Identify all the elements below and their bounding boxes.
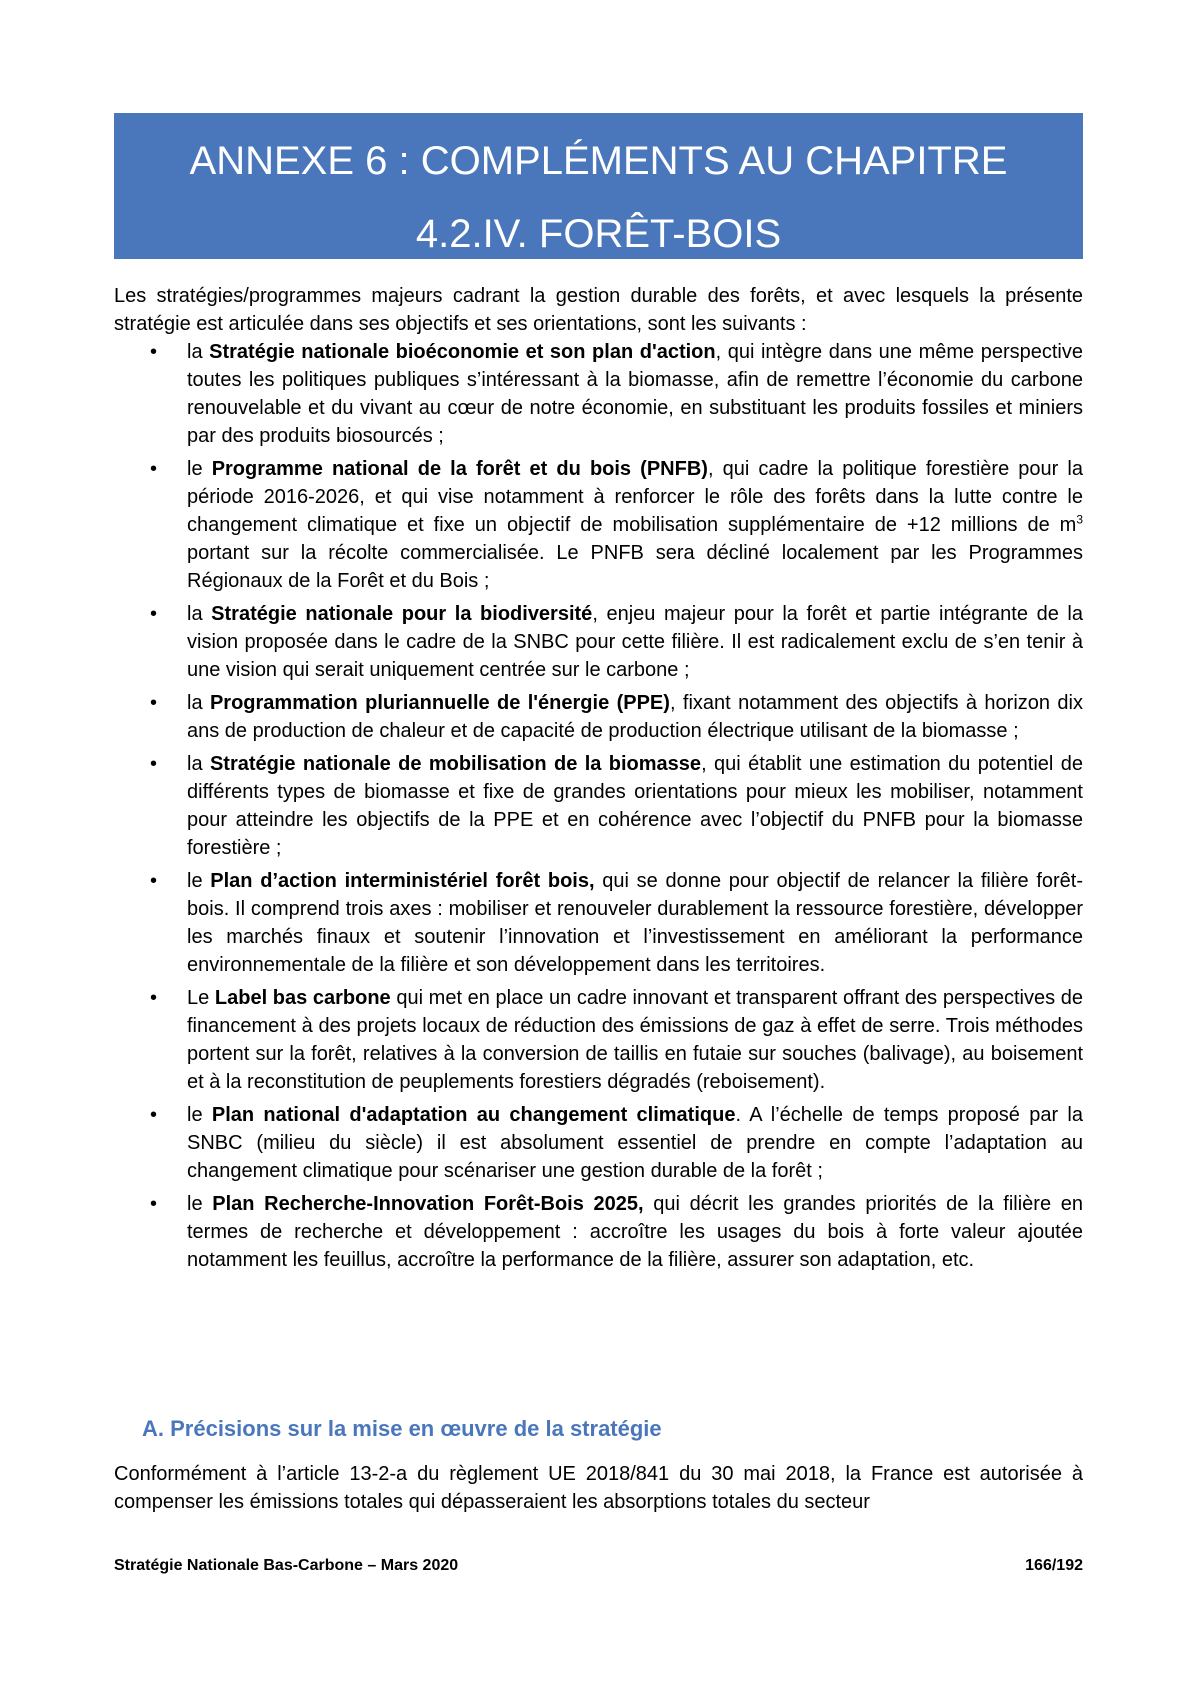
item-title: Plan d’action interministériel forêt bois, [210, 870, 595, 892]
item-title: Stratégie nationale de mobilisation de la biomasse [209, 753, 702, 775]
item-text: qui se donne pour objectif de relancer la filière forêt-bois. Il comprend trois axes : mobiliser et renouveler durablement la ressource forestière, développer les marchés finaux et soutenir l’innovation et l’investissement en améliorant la performance environnementale de la filière et son développement dans les territoires. [187, 870, 1084, 976]
item-text: , enjeu majeur pour la forêt et partie intégrante de la vision proposée dans le cadre de la SNBC pour cette filière. Il est radicalement exclu de s’en tenir à une vision qui serait uniquement centrée sur le carbone ; [187, 603, 1083, 681]
bullet-icon: • [150, 1193, 158, 1215]
item-prefix: Le [187, 987, 215, 1009]
item-prefix: le [187, 458, 212, 480]
bullet-icon: • [150, 1104, 158, 1126]
body-paragraph: Conformément à l’article 13-2-a du règlement UE 2018/841 du 30 mai 2018, la France est autorisée à compenser les émissions totales qui dépasseraient les absorptions totales du secteur [114, 1463, 1083, 1513]
annex-title-banner [114, 113, 1083, 259]
bullet-icon: • [150, 458, 158, 480]
item-text: qui met en place un cadre innovant et transparent offrant des perspectives de financement à des projets locaux de réduction des émissions de gaz à effet de serre. Trois méthodes portent sur la forêt, relatives à la conversion de taillis en futaie sur souches (balivage), au boisement et à la reconstitution de peuplements forestiers dégradés (reboisement). [187, 987, 1083, 1093]
item-prefix: la [187, 603, 212, 625]
footer-page-number: 166/192 [1025, 1557, 1083, 1574]
item-text: . A l’échelle de temps proposé par la SNBC (milieu du siècle) il est absolument essentiel de prendre en compte l’adaptation au changement climatique pour scénariser une gestion durable de la forêt ; [187, 1104, 1083, 1182]
item-title: Programmation pluriannuelle de l'énergie (PPE) [209, 692, 670, 714]
item-title: Stratégie nationale bioéconomie et son plan d'action [209, 341, 716, 363]
item-text-continued: portant sur la récolte commercialisée. Le PNFB sera décliné localement par les Programmes Régionaux de la Forêt et du Bois ; [187, 542, 1083, 592]
list-item [114, 867, 1083, 979]
intro-paragraph: Les stratégies/programmes majeurs cadrant la gestion durable des forêts, et avec lesquels la présente stratégie est articulée dans ses objectifs et ses orientations, sont les suivants : [114, 285, 1083, 335]
item-prefix: le [187, 870, 211, 892]
bullet-icon: • [150, 987, 158, 1009]
list-item [114, 600, 1083, 684]
item-title: Programme national de la forêt et du bois (PNFB) [211, 458, 708, 480]
item-text: , qui cadre la politique forestière pour la période 2016-2026, et qui vise notamment à renforcer le rôle des forêts dans la lutte contre le changement climatique et fixe un objectif de mobilisation supplémentaire de +12 millions de m [187, 458, 1083, 536]
item-text: , qui établit une estimation du potentiel de différents types de biomasse et fixe de grandes orientations pour mieux les mobiliser, notamment pour atteindre les objectifs de la PPE et en cohérence avec l’objectif du PNFB pour la biomasse forestière ; [187, 753, 1083, 859]
item-title: Plan Recherche-Innovation Forêt-Bois 2025, [212, 1193, 644, 1215]
section-heading: A. Précisions sur la mise en œuvre de la stratégie [142, 1416, 662, 1441]
item-text: qui décrit les grandes priorités de la filière en termes de recherche et développement : accroître les usages du bois à forte valeur ajoutée notamment les feuillus, accroître la performance de la filière, assurer son adaptation, etc. [187, 1193, 1083, 1271]
list-item [114, 984, 1083, 1096]
item-title: Label bas carbone [214, 987, 391, 1009]
annex-title-line-2: 4.2.IV. FORÊT-BOIS [415, 212, 782, 256]
superscript: 3 [1076, 512, 1083, 527]
footer-document-title: Stratégie Nationale Bas-Carbone – Mars 2020 [114, 1557, 459, 1574]
annex-title-line-1: ANNEXE 6 : COMPLÉMENTS AU CHAPITRE [189, 139, 1008, 183]
bullet-icon: • [150, 603, 158, 625]
bullet-icon: • [150, 692, 158, 714]
item-text: , fixant notamment des objectifs à horizon dix ans de production de chaleur et de capacité de production électrique utilisant de la biomasse ; [187, 692, 1083, 742]
strategy-list [114, 338, 1083, 1279]
item-title: Plan national d'adaptation au changement climatique [211, 1104, 736, 1126]
list-item [114, 750, 1083, 862]
bullet-icon: • [150, 753, 158, 775]
list-item [114, 689, 1083, 745]
item-title: Stratégie nationale pour la biodiversité [211, 603, 593, 625]
item-prefix: le [187, 1193, 213, 1215]
list-item [114, 1190, 1083, 1274]
list-item [114, 338, 1083, 450]
bullet-icon: • [150, 341, 158, 363]
item-prefix: la [187, 692, 210, 714]
bullet-icon: • [150, 870, 158, 892]
item-prefix: la [187, 341, 210, 363]
list-item [114, 1101, 1083, 1185]
list-item [114, 455, 1083, 595]
item-text: , qui intègre dans une même perspective toutes les politiques publiques s’intéressant à la biomasse, afin de remettre l’économie du carbone renouvelable et du vivant au cœur de notre économie, en substituant les produits fossiles et miniers par des produits biosourcés ; [187, 341, 1083, 447]
item-prefix: la [187, 753, 210, 775]
item-prefix: le [187, 1104, 212, 1126]
